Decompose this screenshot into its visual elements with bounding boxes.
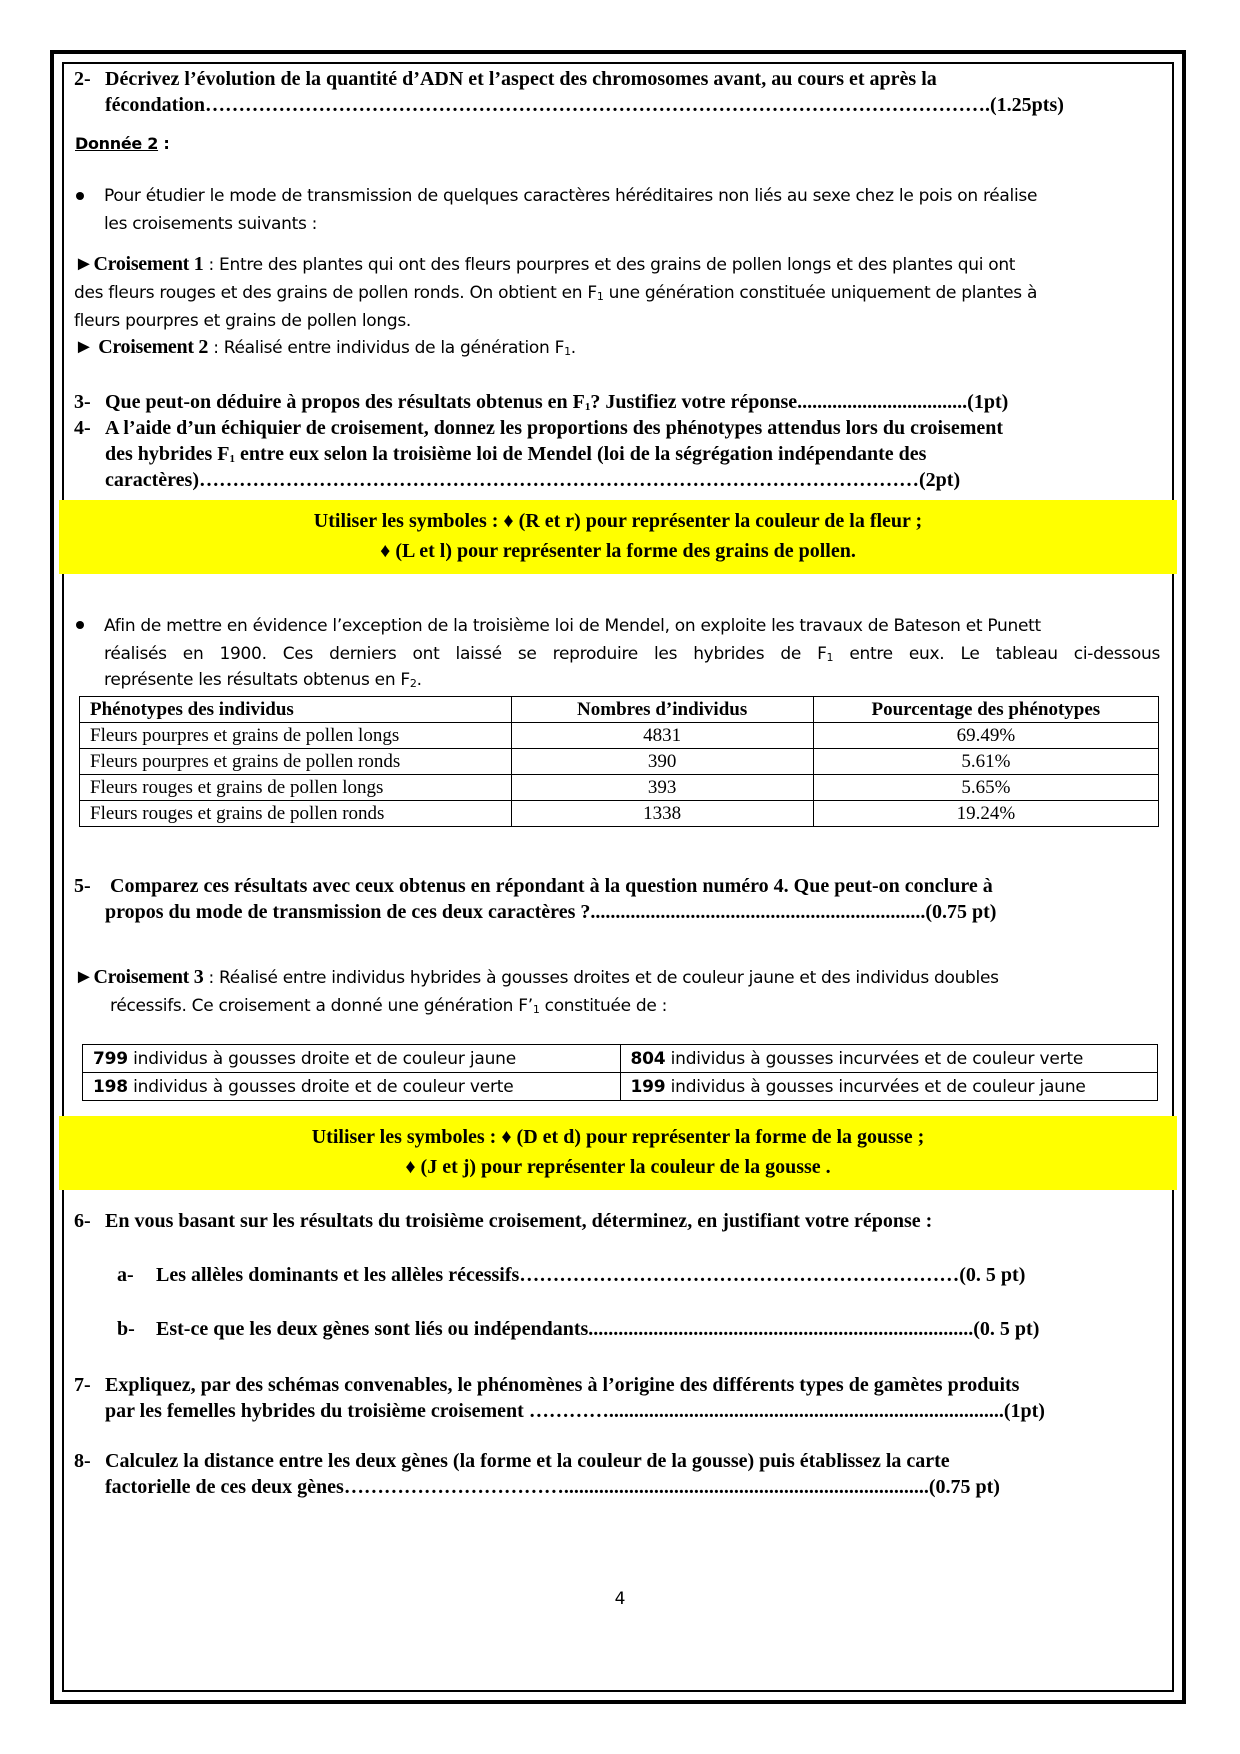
question-text-line: En vous basant sur les résultats du troisième croisement, déterminez, en justifiant votre réponse : <box>105 1210 933 1232</box>
question-number: 3- <box>74 391 91 413</box>
table-cell: 390 <box>511 749 813 775</box>
question-3: 3- Que peut-on déduire à propos des résultats obtenus en $F_1$? Justifiez votre réponse..................................(1pt) <box>74 391 1009 413</box>
bullet-icon <box>76 192 84 200</box>
intro-paragraph <box>104 182 1164 238</box>
table-header-row <box>80 697 1159 723</box>
sub-question-text: Les allèles dominants et les allèles récessifs…………………………………………………………(0. 5 pt) <box>156 1264 1026 1286</box>
table-cell: Fleurs rouges et grains de pollen ronds <box>80 801 512 827</box>
paragraph-line: les croisements suivants : <box>104 214 318 234</box>
bateson-paragraph: Afin de mettre en évidence l’exception de la troisième loi de Mendel, on exploite les travaux de Bateson et Punett réalisés en 1900. Ces derniers ont laissé se reproduire les hybrides de $F_1$ entre eux. Le tableau ci-dessous représente les résultats obtenus en $F_2$. <box>104 616 1160 690</box>
column-header: Nombres d’individus <box>511 697 813 723</box>
table-cell: 19.24% <box>813 801 1158 827</box>
table-row <box>80 775 1159 801</box>
question-8 <box>74 1448 1168 1500</box>
question-text-line: Décrivez l’évolution de la quantité d’ADN et l’aspect des chromosomes avant, au cours et après la <box>105 68 937 90</box>
question-2 <box>74 66 1168 118</box>
table-row <box>80 723 1159 749</box>
page-number: 4 <box>614 1589 626 1609</box>
sub-question-label: a- <box>117 1264 134 1286</box>
question-text-line: par les femelles hybrides du troisième croisement …………...............................................................................(1pt) <box>105 1400 1045 1422</box>
table-cell: 69.49% <box>813 723 1158 749</box>
table-cell: 5.61% <box>813 749 1158 775</box>
question-text-line: factorielle de ces deux gènes…………………………….........................................................................(0.75 pt) <box>105 1476 1000 1498</box>
section-heading-label: Donnée 2 <box>75 134 159 153</box>
table-cell: 5.65% <box>813 775 1158 801</box>
sub-question-text: Est-ce que les deux gènes sont liés ou indépendants.............................................................................(0. 5 pt) <box>156 1318 1040 1340</box>
symbols-line: Utiliser les symboles : ♦ (D et d) pour représenter la forme de la gousse ; <box>311 1126 925 1148</box>
question-number: 7- <box>74 1374 91 1396</box>
question-7 <box>74 1372 1168 1424</box>
symbols-line: ♦ (L et l) pour représenter la forme des grains de pollen. <box>380 540 856 562</box>
croisement-2-paragraph: ► Croisement 2 : Réalisé entre individus de la génération $F_1$. <box>74 336 576 358</box>
symbols-line: ♦ (J et j) pour représenter la couleur de la gousse . <box>405 1156 831 1178</box>
question-6a <box>117 1262 1172 1288</box>
triangle-arrow-icon: ► <box>74 966 94 988</box>
question-text-line: fécondation……………………………………………………………………………………………………….(1.25pts) <box>105 94 1064 116</box>
triangle-arrow-icon: ► <box>74 336 94 358</box>
croisement-3-results-table <box>82 1044 1158 1101</box>
triangle-arrow-icon: ► <box>74 253 94 275</box>
question-text-line: propos du mode de transmission de ces deux caractères ?...................................................................(0.75 pt) <box>105 901 997 923</box>
table-cell: 799 individus à gousses droite et de couleur jaune <box>83 1045 621 1073</box>
question-5 <box>74 873 1168 925</box>
table-cell: 199 individus à gousses incurvées et de couleur jaune <box>620 1073 1158 1101</box>
croisement-label: Croisement 1 <box>93 253 204 275</box>
question-number: 8- <box>74 1450 91 1472</box>
croisement-3-paragraph: ►Croisement 3 : Réalisé entre individus hybrides à gousses droites et de couleur jaune et des individus doubles récessifs. Ce croisement a donné une génération $F’_1$ constituée de : <box>74 966 999 1016</box>
column-header: Phénotypes des individus <box>80 697 512 723</box>
sub-question-label: b- <box>117 1318 135 1340</box>
table-cell: Fleurs pourpres et grains de pollen ronds <box>80 749 512 775</box>
question-6 <box>74 1208 1168 1234</box>
question-number: 6- <box>74 1210 91 1232</box>
table-cell: 804 individus à gousses incurvées et de couleur verte <box>620 1045 1158 1073</box>
table-row <box>80 801 1159 827</box>
croisement-label: Croisement 3 <box>93 966 204 988</box>
paragraph-line: Pour étudier le mode de transmission de quelques caractères héréditaires non liés au sexe chez le pois on réalise <box>104 186 1038 206</box>
table-cell: 198 individus à gousses droite et de couleur verte <box>83 1073 621 1101</box>
question-number: 5- <box>74 875 91 897</box>
table-row <box>80 749 1159 775</box>
question-6b <box>117 1316 1172 1342</box>
table-cell: Fleurs pourpres et grains de pollen longs <box>80 723 512 749</box>
question-number: 2- <box>74 68 91 90</box>
table-cell: 393 <box>511 775 813 801</box>
column-header: Pourcentage des phénotypes <box>813 697 1158 723</box>
question-text-line: Calculez la distance entre les deux gènes (la forme et la couleur de la gousse) puis établissez la carte <box>105 1450 950 1472</box>
section-heading-donnee-2: Donnée 2 : <box>75 134 170 153</box>
question-text-line: A l’aide d’un échiquier de croisement, donnez les proportions des phénotypes attendus lors du croisement <box>105 417 1004 439</box>
symbols-line: Utiliser les symboles : ♦ (R et r) pour représenter la couleur de la fleur ; <box>313 510 923 532</box>
croisement-1-paragraph: ►Croisement 1 : Entre des plantes qui ont des fleurs pourpres et des grains de pollen longs et des plantes qui ont des fleurs rouges et des grains de pollen ronds. On obtient en $F_1$ une génération constituée uniquement de plantes à fleurs pourpres et grains de pollen longs. <box>74 253 1038 331</box>
question-text-line: Comparez ces résultats avec ceux obtenus en répondant à la question numéro 4. Que peut-on conclure à <box>110 875 993 897</box>
symbols-box-1 <box>59 500 1177 574</box>
phenotype-results-table <box>79 696 1159 827</box>
table-cell: 1338 <box>511 801 813 827</box>
question-text-line: caractères)………………………………………………………………………………………………(2pt) <box>105 469 961 491</box>
table-row <box>83 1045 1158 1073</box>
question-4: 4- A l’aide d’un échiquier de croisement, donnez les proportions des phénotypes attendus lors du croisement des hybrides $F_1$ entre eux selon la troisième loi de Mendel (loi de la ségrégation indépendante des caractères)………………………………………………………………………………………………(2pt) <box>74 415 1168 493</box>
question-text-line: Expliquez, par des schémas convenables, le phénomènes à l’origine des différents types de gamètes produits <box>105 1374 1020 1396</box>
bullet-icon <box>76 621 84 629</box>
symbols-box-2 <box>59 1116 1177 1190</box>
table-cell: 4831 <box>511 723 813 749</box>
table-cell: Fleurs rouges et grains de pollen longs <box>80 775 512 801</box>
croisement-label: Croisement 2 <box>93 336 209 358</box>
question-number: 4- <box>74 417 91 439</box>
table-row <box>83 1073 1158 1101</box>
